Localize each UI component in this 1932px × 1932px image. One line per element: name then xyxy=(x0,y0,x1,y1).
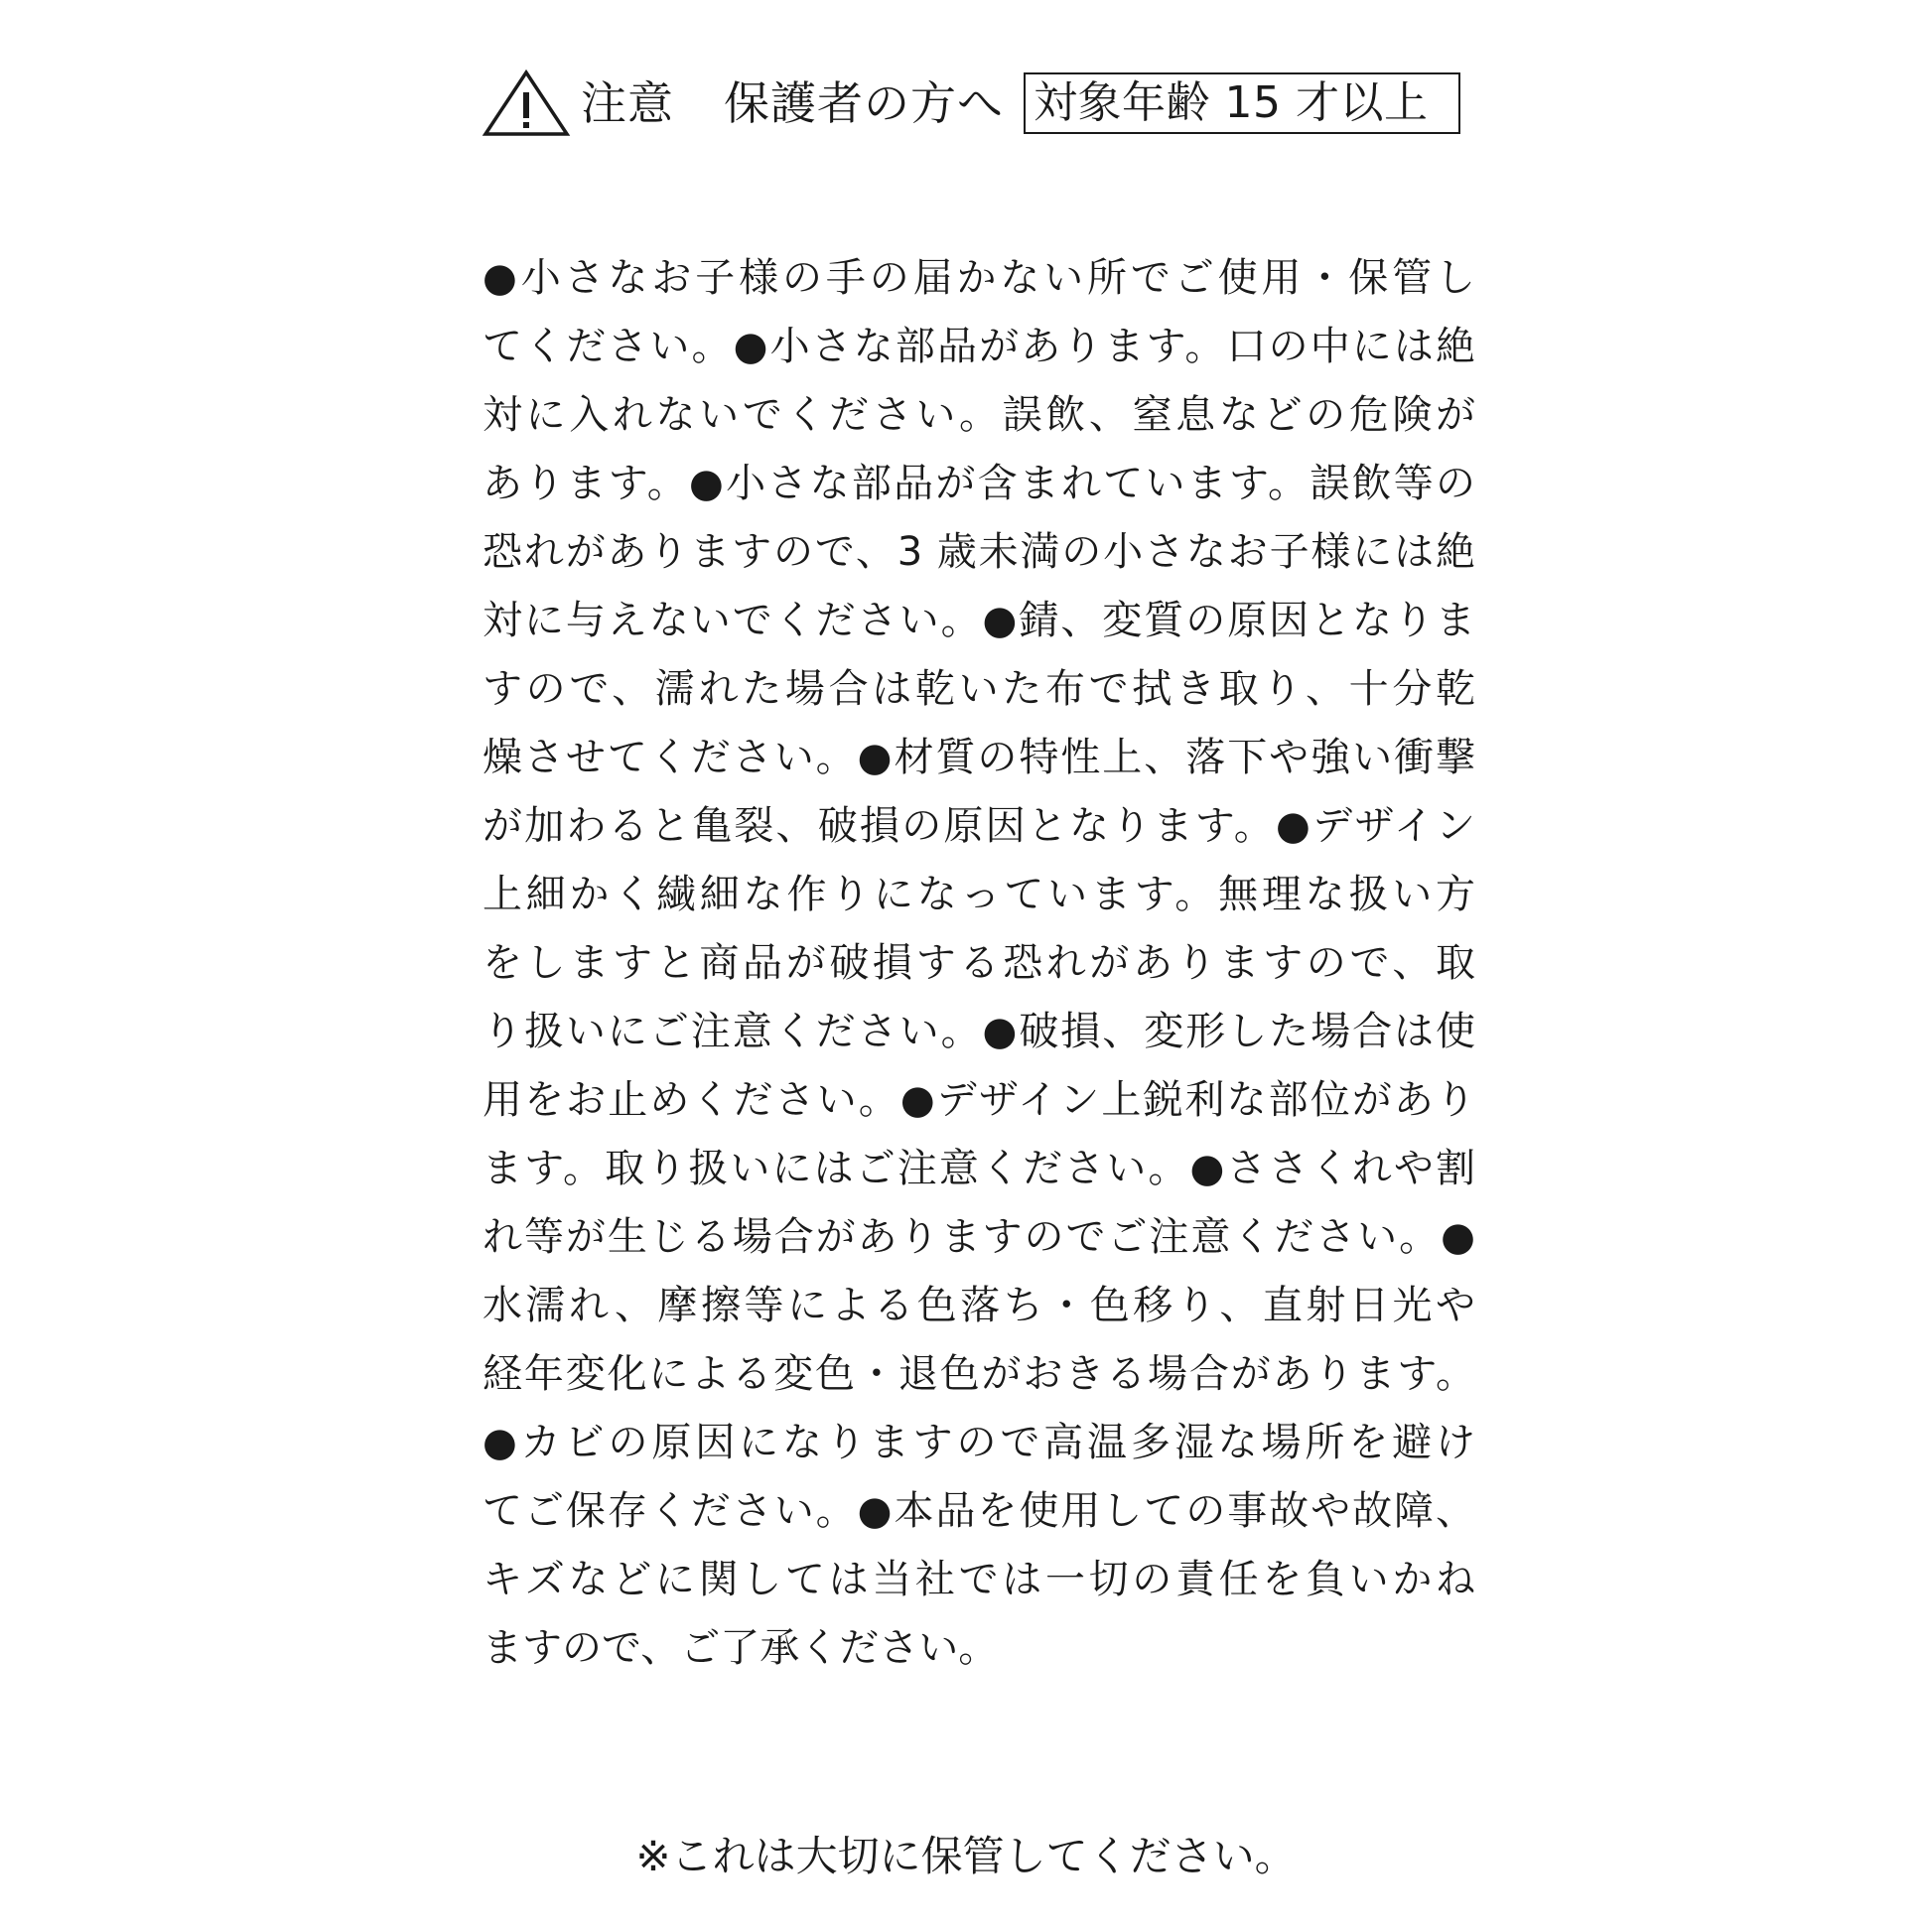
caution-line: てご保存ください。●本品を使用しての事故や故障、 xyxy=(483,1488,1475,1534)
caution-body xyxy=(483,244,1475,1683)
warning-triangle-icon xyxy=(482,69,571,138)
caution-line: 上細かく繊細な作りになっています。無理な扱い方 xyxy=(483,872,1475,917)
caution-line: ます。取り扱いにはご注意ください。●ささくれや割 xyxy=(483,1146,1475,1191)
warning-header xyxy=(482,68,1460,139)
caution-line: ●カビの原因になりますので高温多湿な場所を避け xyxy=(483,1420,1475,1465)
caution-line: 対に与えないでください。●錆、変質の原因となりま xyxy=(483,598,1475,643)
age-notice: 対象年齢 15 才以上 xyxy=(1034,77,1429,128)
caution-line: をしますと商品が破損する恐れがありますので、取 xyxy=(483,940,1475,986)
caution-line: 恐れがありますので、3 歳未満の小さなお子様には絶 xyxy=(483,529,1475,575)
caution-line: すので、濡れた場合は乾いた布で拭き取り、十分乾 xyxy=(483,666,1475,712)
guardian-label: 保護者の方へ xyxy=(724,76,1004,130)
caution-line: 水濡れ、摩擦等による色落ち・色移り、直射日光や xyxy=(483,1283,1475,1328)
caution-label: 注意 xyxy=(581,76,674,130)
caution-line: ますので、ご了承ください。 xyxy=(483,1625,999,1671)
storage-note: ※これは大切に保管してください。 xyxy=(635,1832,1297,1880)
caution-line: が加わると亀裂、破損の原因となります。●デザイン xyxy=(483,803,1475,849)
caution-line: 用をお止めください。●デザイン上鋭利な部位があり xyxy=(483,1077,1475,1123)
caution-line: 経年変化による変色・退色がおきる場合があります。 xyxy=(483,1351,1475,1397)
caution-line: てください。●小さな部品があります。口の中には絶 xyxy=(483,324,1475,369)
caution-line: 燥させてください。●材質の特性上、落下や強い衝撃 xyxy=(483,735,1475,780)
caution-line: れ等が生じる場合がありますのでご注意ください。● xyxy=(483,1214,1475,1260)
caution-line: あります。●小さな部品が含まれています。誤飲等の xyxy=(483,461,1475,506)
caution-line: キズなどに関しては当社では一切の責任を負いかね xyxy=(483,1557,1475,1602)
caution-line: ●小さなお子様の手の届かない所でご使用・保管し xyxy=(483,255,1475,301)
caution-line: り扱いにご注意ください。●破損、変形した場合は使 xyxy=(483,1009,1475,1054)
caution-line: 対に入れないでください。誤飲、窒息などの危険が xyxy=(483,392,1475,438)
age-notice-box xyxy=(1024,72,1460,134)
